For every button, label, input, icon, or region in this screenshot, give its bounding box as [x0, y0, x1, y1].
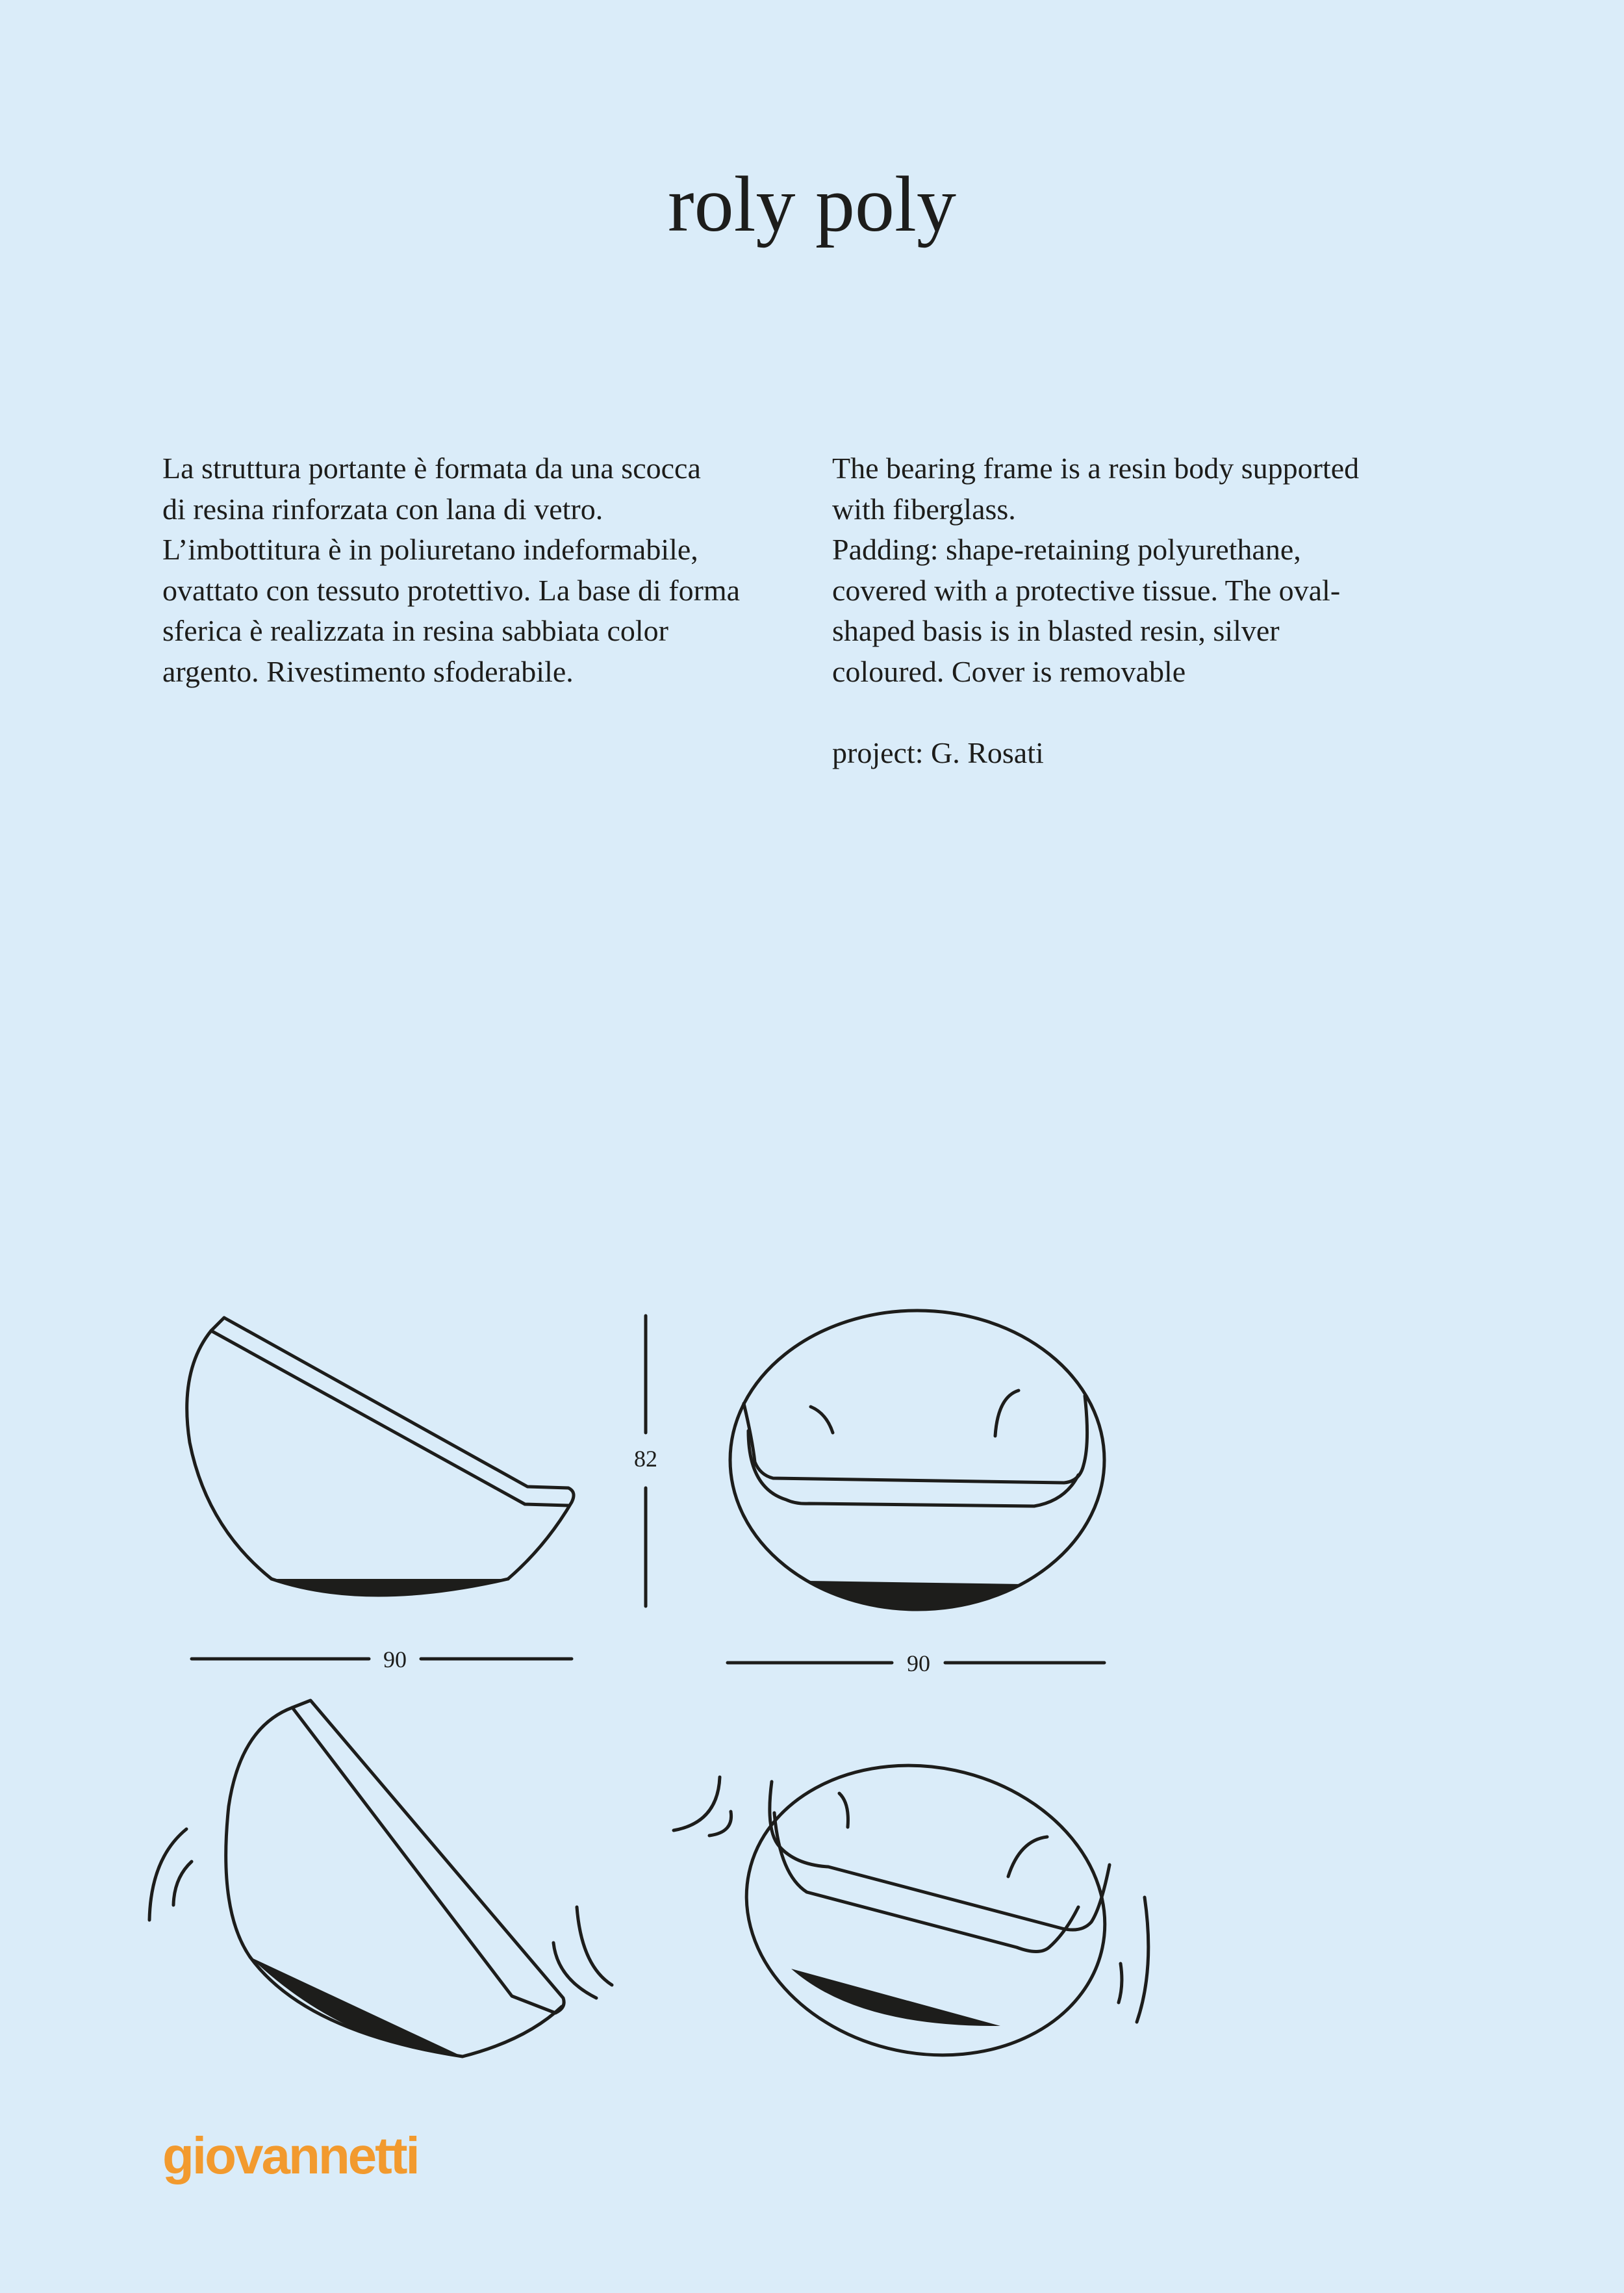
description-line: L’imbottitura è in poliuretano indeformabile,	[162, 533, 698, 566]
side-view-rocking-drawing	[149, 1700, 612, 2056]
description-line: La struttura portante è formata da una scocca	[162, 452, 701, 485]
product-title: roly poly	[668, 160, 956, 248]
side-view-drawing	[187, 1318, 574, 1596]
brand-logo: giovannetti	[162, 2127, 418, 2184]
description-line: sferica è realizzata in resina sabbiata color	[162, 614, 668, 647]
front-view-rocking-drawing	[674, 1733, 1148, 2088]
description-line: Padding: shape-retaining polyurethane,	[832, 533, 1301, 566]
description-line: di resina rinforzata con lana di vetro.	[162, 492, 603, 526]
description-line: The bearing frame is a resin body supported	[832, 452, 1360, 485]
front-view-drawing	[730, 1311, 1104, 1611]
designer-credit: project: G. Rosati	[832, 736, 1044, 769]
description-line: shaped basis is in blasted resin, silver	[832, 614, 1280, 647]
description-line: argento. Rivestimento sfoderabile.	[162, 654, 574, 688]
width-dimensions	[192, 1659, 1104, 1663]
height-label: 82	[634, 1446, 657, 1472]
side-width-label: 90	[383, 1646, 407, 1672]
description-line: covered with a protective tissue. The oval-	[832, 573, 1341, 607]
description-line: coloured. Cover is removable	[832, 654, 1186, 688]
description-line: with fiberglass.	[832, 492, 1016, 526]
description-line: ovattato con tessuto protettivo. La base di forma	[162, 573, 741, 607]
front-width-label: 90	[907, 1650, 930, 1676]
